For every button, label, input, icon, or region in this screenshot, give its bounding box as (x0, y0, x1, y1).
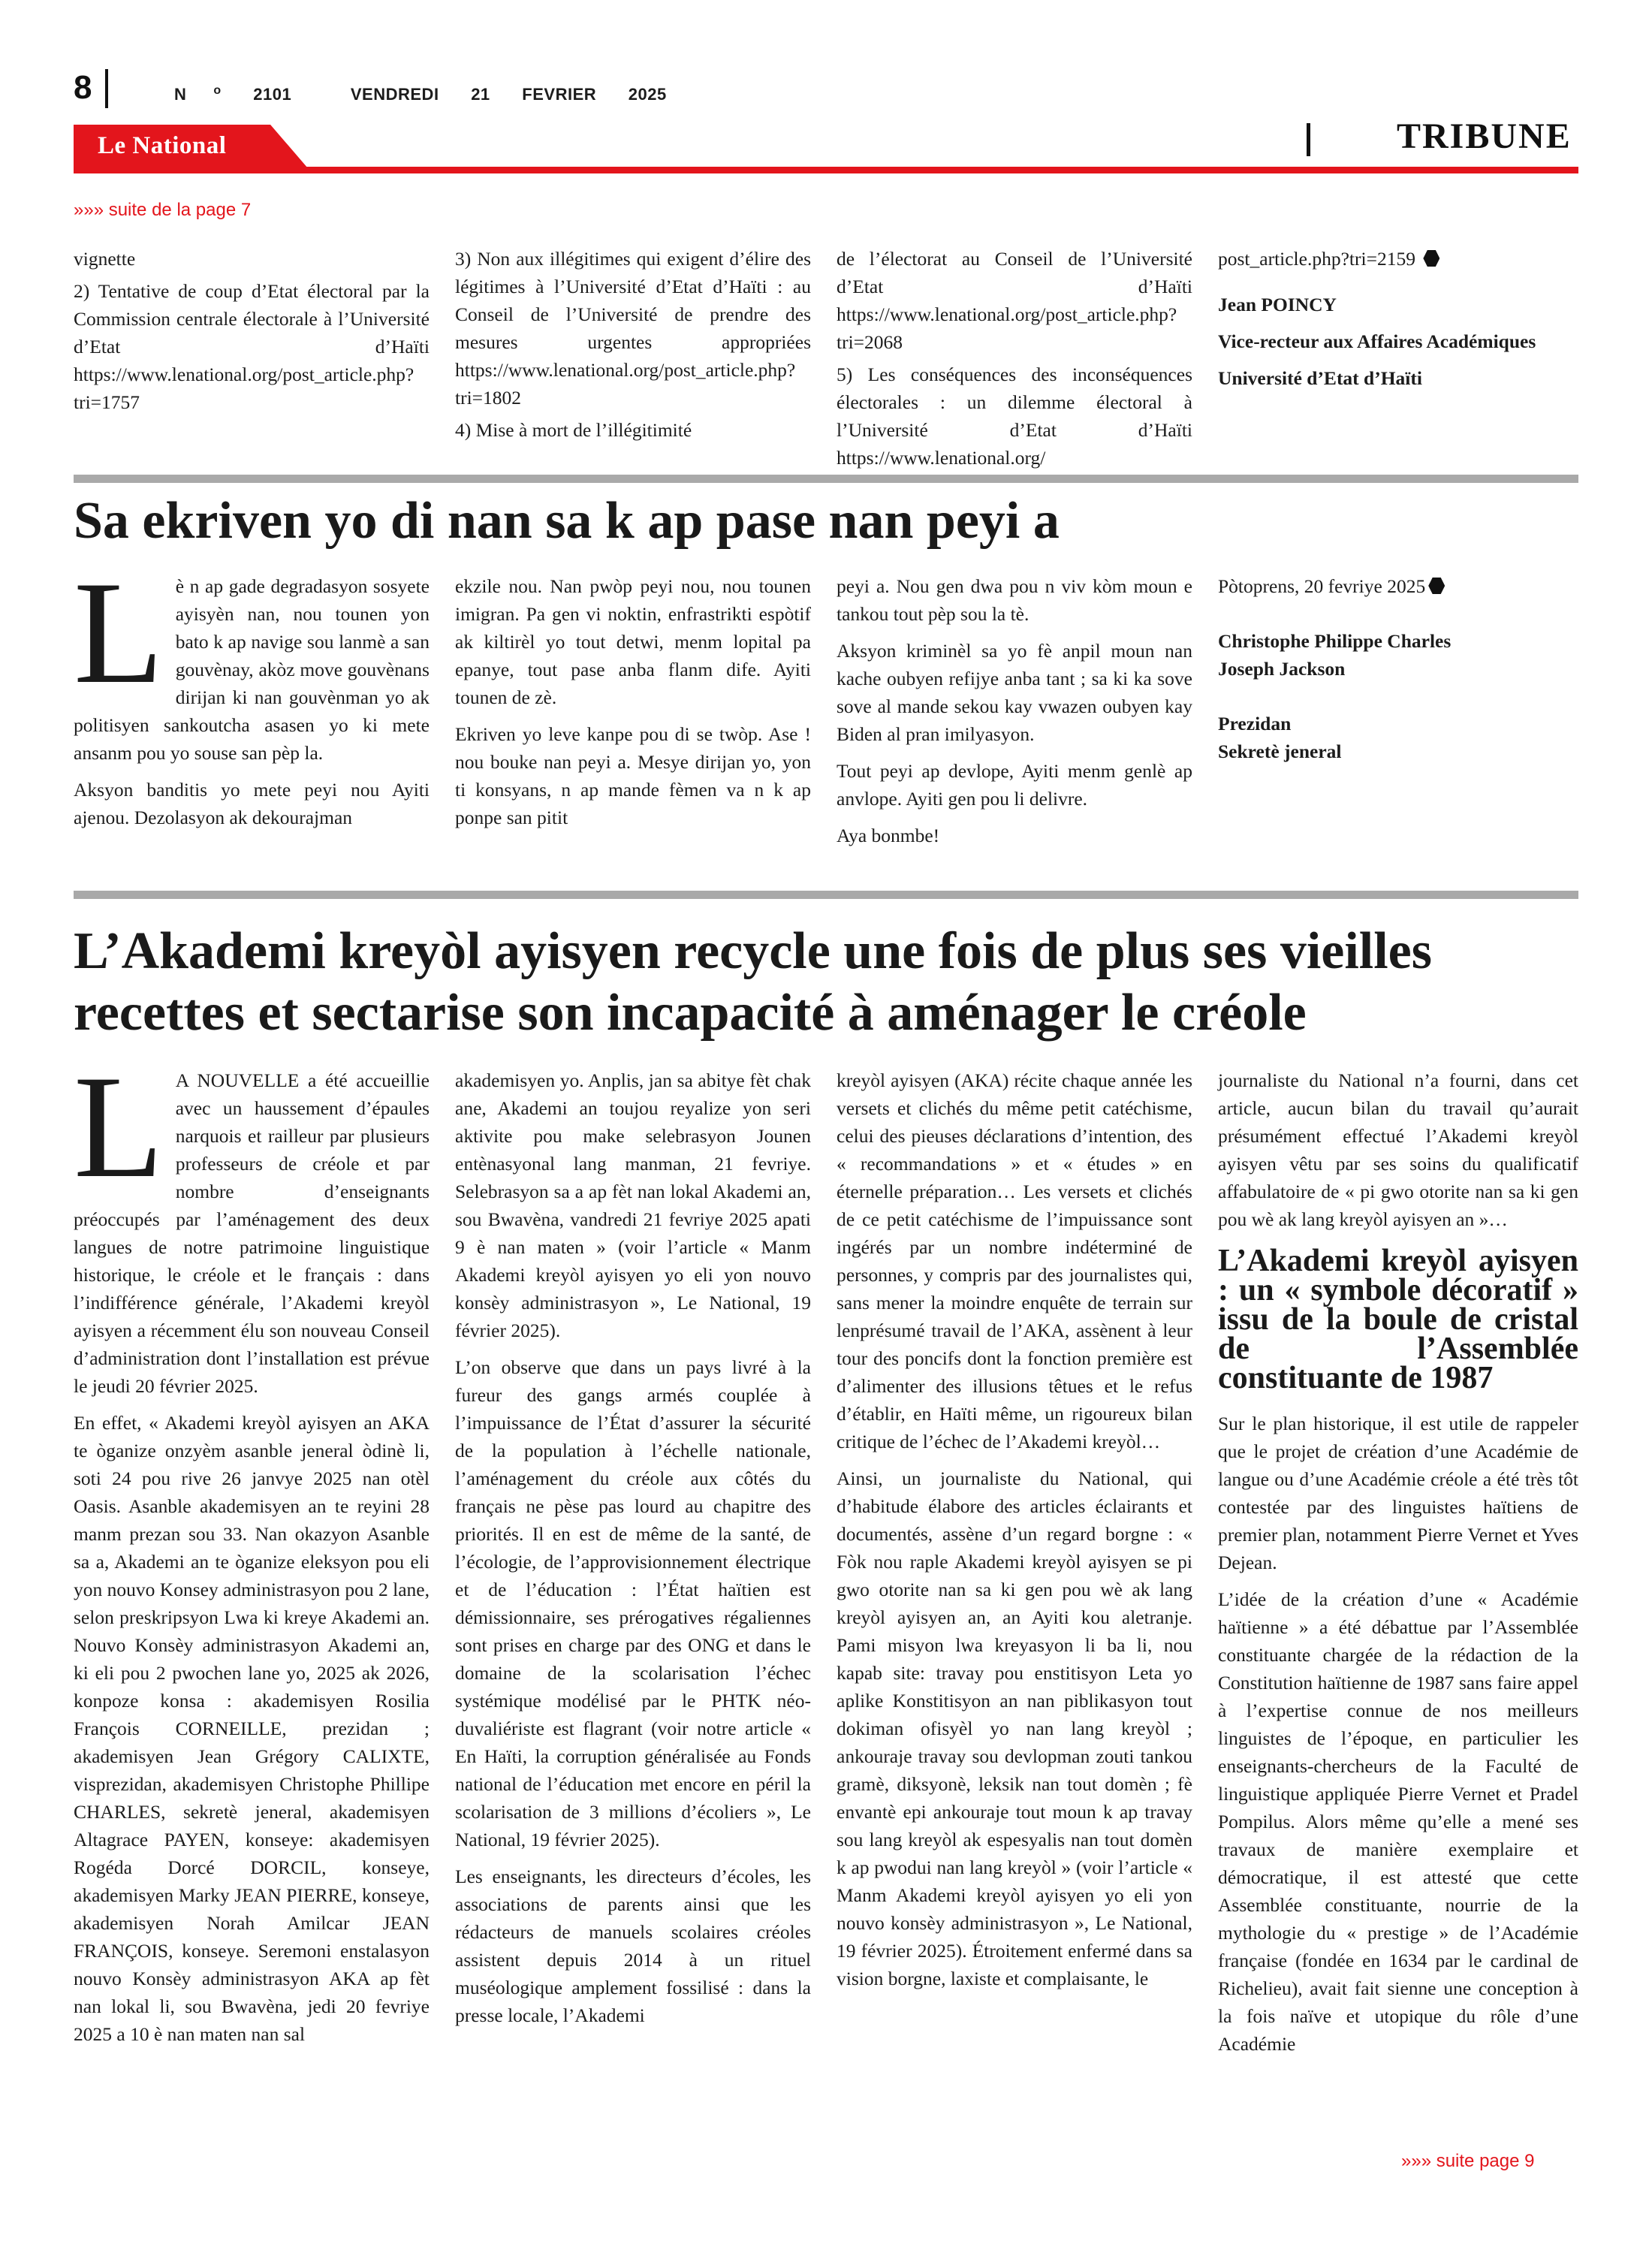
article3-paragraph: Les enseignants, les directeurs d’écoles, les associations de parents ainsi que les rédacteurs de manuels scolaires créoles assistent depuis 2014 à un rituel muséologique amplement fossilisé : dans la presse locale, l’Akademi (455, 1865, 811, 2026)
article3-column-2 (455, 1066, 811, 2038)
article1-reference-2: 2) Tentative de coup d’Etat électoral par la Commission centrale électorale à l’Université d’Etat d’Haïti https://www.lenational.org/post_article.php?tri=1757 (74, 280, 430, 413)
end-of-article-icon (1423, 250, 1439, 267)
author-name: Jean POINCY (1218, 294, 1337, 315)
section-divider (1307, 123, 1310, 156)
article1-column-4 (1218, 245, 1578, 401)
article3-paragraph: L’idée de la création d’une « Académie haïtienne » a été débattue par l’Assemblée constituante chargée de la rédaction de la Constitution haïtienne de 1987 sans faire appel à l’expertise connue de nos meilleurs linguistes de l’époque, en particulier les enseignants-chercheurs de la Faculté de linguistique appliquée Pierre Vernet et Pradel Pompilus. Alors même qu’elle a mené ses travaux de manière exemplaire et démocratique, il est attesté que cette Assemblée constituante, nourrie de la mythologie du « prestige » de l’Académie française (fondée en 1634 par le cardinal de Richelieu), avait fait sienne une conception à la fois naïve et utopique du rôle d’une Académie (1218, 1588, 1578, 2055)
article1-reference-4-cont: de l’électorat au Conseil de l’Université d’Etat d’Haïti https://www.lenational.org/post_article.php?tri=2068 (837, 248, 1192, 353)
article1-reference-5-cont: post_article.php?tri=2159 (1218, 245, 1578, 273)
article2-headline: Sa ekriven yo di nan sa k ap pase nan peyi a (74, 492, 1060, 550)
article3-paragraph: L’on observe que dans un pays livré à la fureur des gangs armés couplée à l’impuissance de l’État d’assurer la sécurité de la population à l’échelle nationale, l’aménagement du créole aux côtés du français ne pèse pas lourd au chapitre des priorités. Il en est de même de la santé, de l’écologie, de l’approvisionnement électrique et de l’éducation : l’État haïtien est démissionnaire, ses prérogatives régaliennes sont prises en charge par des ONG et dans le domaine de la scolarisation l’échec systémique modélisé par le PHTK néo-duvaliériste est flagrant (voir notre article « En Haïti, la corruption généralisée au Fonds national de l’éducation met encore en péril la scolarisation de 3 millions d’écoliers », Le National, 19 février 2025). (455, 1356, 811, 1850)
article2-paragraph: Aksyon kriminèl sa yo fè anpil moun nan kache oubyen refijye anba tant ; sa ki ka sove sove al mande sekou kay vwazen oubyen kay Biden al pran imilyasyon. (837, 640, 1192, 745)
article2-column-4 (1218, 572, 1578, 774)
article-separator (74, 475, 1578, 483)
drop-cap: L (74, 1045, 164, 1208)
signatory-2: Joseph Jackson (1218, 658, 1346, 680)
end-of-article-icon (1428, 578, 1445, 594)
article2-paragraph: Ekriven yo leve kanpe pou di se twòp. Ase ! nou bouke nan peyi a. Mesye dirijan yo, yon ti konsyans, n ap mande fèmen va n k ap ponpe san pitit (455, 723, 811, 828)
article2-paragraph: Aya bonmbe! (837, 825, 940, 846)
article3-subheading: L’Akademi kreyòl ayisyen : un « symbole décoratif » issu de la boule de cristal de l’Assemblée constituante de 1987 (1218, 1244, 1578, 1395)
article3-paragraph: journaliste du National n’a fourni, dans cet article, aucun bilan du travail qu’aurait présumément effectué l’Akademi kreyòl ayisyen vêtu par ses soins du qualificatif affabulatoire de « pi gwo otorite nan sa ki gen pou wè ak lang kreyòl ayisyen an »… (1218, 1069, 1578, 1230)
article2-column-1 (74, 551, 430, 840)
article1-column-2 (455, 245, 811, 448)
section-title: TRIBUNE (1397, 116, 1572, 156)
article2-paragraph: Aksyon banditis yo mete peyi nou Ayiti ajenou. Dezolasyon ak dekourajman (74, 779, 430, 828)
issue-date: 21 (471, 85, 490, 104)
article3-column-4 (1218, 1066, 1578, 2067)
issue-number: N $^o$ 2101 (174, 84, 292, 104)
article3-paragraph: En effet, « Akademi kreyòl ayisyen an AKA te òganize onzyèm asanble jeneral òdinè li, soti 24 pou rive 26 janvye 2025 nan otèl Oasis. Asanble akademisyen an te reyini 28 manm prezan sou 33. Nan okazyon Asanble sa a, Akademi an te òganize eleksyon pou eli yon nouvo Konsey administrasyon pou 2 lane, selon preskripsyon Lwa ki kreye Akademi an. Nouvo Konsèy administrasyon Akademi an, ki eli pou 2 pwochen lane yo, 2025 ak 2026, konpoze konsa : akademisyen Rosilia François CORNEILLE, prezidan ; akademisyen Jean Grégory CALIXTE, visprezidan, akademisyen Christophe Phillipe CHARLES, sekretè jeneral, akademisyen Altagrace PAYEN, konseye: akademisyen Rogéda Dorcé DORCIL, konseye, akademisyen Marky JEAN PIERRE, konseye, akademisyen Norah Amilcar JEAN FRANÇOIS, konseye. Seremoni enstalasyon nouvo Konsèy administrasyon AKA ap fèt nan lokal li, sou Bwavèna, jedi 20 fevriye 2025 a 10 è nan maten nan sal (74, 1412, 430, 2045)
article1-reference-4: 4) Mise à mort de l’illégitimité (455, 419, 692, 441)
continued-from-label[interactable]: »»» suite de la page 7 (74, 200, 252, 220)
article3-paragraph: Ainsi, un journaliste du National, qui d’habitude élabore des articles éclairants et documentés, assène d’un regard borgne : « Fòk nou raple Akademi kreyòl ayisyen se pi gwo otorite nan sa ki gen pou wè ak lang kreyòl ayisyen an, an Ayiti kou aletranje. Pami misyon lwa kreyasyon li ba li, nou kapab site: travay pou enstitisyon Leta yo aplike Konstitisyon an nan piblikasyon tout dokiman ofisyèl yo nan lang kreyòl ; ankouraje travay sou devlopman zouti tankou gramè, diksyonè, leksik nan tout domèn ; fè envantè epi ankouraje tout moun k ap travay sou lang kreyòl ak espesyalis nan tout domèn k ap pwodui nan lang kreyòl » (voir l’article « Manm Akademi kreyòl ayisyen yo eli yon nouvo konsèy administrasyon », Le National, 19 février 2025). Étroitement enfermé dans sa vision borgne, laxiste et complaisante, le (837, 1467, 1192, 1989)
signatory-1: Christophe Philippe Charles (1218, 630, 1452, 652)
issue-day: VENDREDI (350, 85, 439, 104)
article3-column-3 (837, 1066, 1192, 2001)
article1-reference-5: 5) Les conséquences des inconséquences électorales : un dilemme électoral à l’Université d’Etat d’Haïti https://www.lenational.org/ (837, 363, 1192, 469)
article2-paragraph: peyi a. Nou gen dwa pou n viv kòm moun e tankou tout pèp sou la tè. (837, 575, 1192, 625)
issue-year: 2025 (628, 85, 667, 104)
article2-column-2 (455, 572, 811, 840)
author-role: Vice-recteur aux Affaires Académiques (1218, 330, 1536, 352)
article3-paragraph: akademisyen yo. Anplis, jan sa abitye fèt chak ane, Akademi an toujou reyalize yon seri aktivite pou make selebrasyon Jounen entènasyonal lang manman, 21 fevriye. Selebrasyon sa a ap fèt nan lokal Akademi an, sou Bwavèna, vandredi 21 fevriye 2025 apati 9 è nan maten » (voir l’article « Manm Akademi kreyòl ayisyen yo eli yon nouvo konsèy administrasyon », Le National, 19 février 2025). (455, 1069, 811, 1341)
article1-column-1 (74, 245, 430, 421)
issue-line (174, 84, 694, 104)
article3-headline: L’Akademi kreyòl ayisyen recycle une fois de plus ses vieilles recettes et sectarise son incapacité à aménager le créole (74, 922, 1432, 1042)
article2-paragraph: Lè n ap gade degradasyon sosyete ayisyèn nan, nou tounen yon bato k ap navige sou lanmè a san gouvènay, akòz move gouvènans dirijan ki nan gouvènman yo ak politisyen sankoutcha asasen yo ki mete ansanm pou yo souse san pèp la. (74, 551, 430, 764)
article2-column-3 (837, 572, 1192, 858)
article2-paragraph: ekzile nou. Nan pwòp peyi nou, nou tounen imigran. Pa gen vi noktin, enfrastrikti espòtif ak kiltirèl yo tout detwi, menm lopital pa epanye, tout pase anba flanm dife. Ayiti tounen de zè. (455, 575, 811, 708)
article3-paragraph: Sur le plan historique, il est utile de rappeler que le projet de création d’une Académie de langue ou d’une Académie créole a été très tôt contestée par des linguistes haïtiens de premier plan, notamment Pierre Vernet et Yves Dejean. (1218, 1413, 1578, 1573)
issue-month: FEVRIER (522, 85, 597, 104)
signatory-title-2: Sekretè jeneral (1218, 740, 1342, 762)
drop-cap: L (74, 551, 164, 714)
article3-paragraph: L A NOUVELLE a été accueillie avec un haussement d’épaules narquois et railleur par plusieurs professeurs de créole et par nombre d’enseignants préoccupés par l’aménagement des deux langues de notre patrimoine linguistique historique, le créole et le français : dans l’indifférence générale, l’Akademi kreyòl ayisyen a récemment élu son nouveau Conseil d’administration dont l’installation est prévue le jeudi 20 février 2025. (74, 1045, 430, 1397)
page-number: 8 (74, 69, 92, 106)
continued-to-label[interactable]: »»» suite page 9 (1401, 2151, 1535, 2171)
header-red-rule (74, 167, 1578, 173)
article2-paragraph: Tout peyi ap devlope, Ayiti menm genlè ap anvlope. Ayiti gen pou li delivre. (837, 760, 1192, 810)
page-number-divider (105, 69, 108, 108)
signatory-title-1: Prezidan (1218, 713, 1292, 734)
brand-name: Le National (98, 132, 227, 159)
article1-column-3 (837, 245, 1192, 476)
place-date: Pòtoprens, 20 fevriye 2025 (1218, 572, 1578, 600)
author-institution: Université d’Etat d’Haïti (1218, 367, 1422, 389)
article1-reference-3: 3) Non aux illégitimes qui exigent d’élire des légitimes à l’Université d’Etat d’Haïti : au Conseil de l’Université de prendre des mesures urgentes appropriées https://www.lenational.org/post_article.php?tri=1802 (455, 248, 811, 409)
article3-paragraph: kreyòl ayisyen (AKA) récite chaque année les versets et clichés du même petit catéchisme, celui des pieuses déclarations d’intention, des « recommandations » et « études » en éternelle préparation… Les versets et clichés de ce petit catéchisme de l’impuissance sont ingérés par un nombre indéterminé de personnes, y compris par des journalistes qui, sans mener la moindre enquête de terrain sur lenprésumé travail de l’AKA, assènent à leur tour des poncifs dont la fonction première est d’alimenter des illusions têtues et le refus d’établir, en Haïti même, un rigoureux bilan critique de l’échec de l’Akademi kreyòl… (837, 1069, 1192, 1452)
article1-paragraph: vignette (74, 248, 136, 270)
article-separator (74, 891, 1578, 899)
article3-column-1 (74, 1045, 430, 2057)
